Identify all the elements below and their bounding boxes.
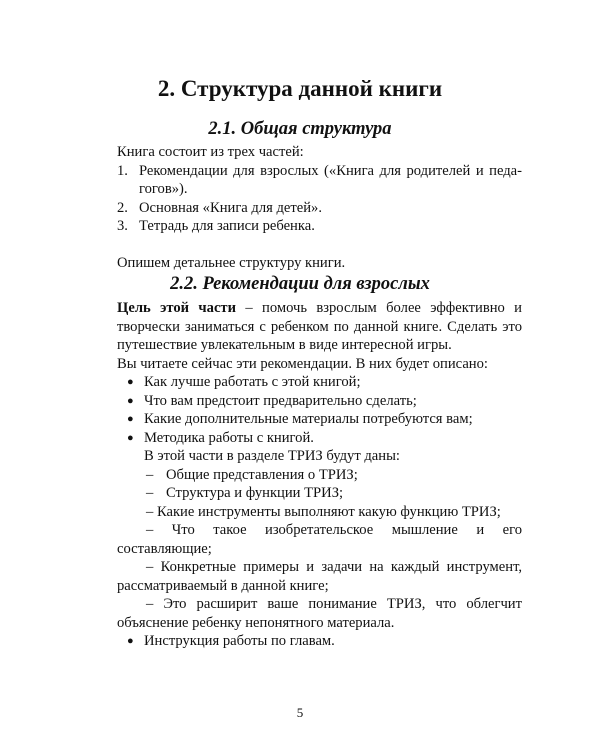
bullet-icon: ●: [127, 394, 134, 407]
dash-item: [117, 466, 522, 485]
section-recommendations-body: [117, 299, 522, 651]
list-number: 2.: [117, 199, 128, 216]
dash-icon: –: [146, 466, 154, 483]
list-number: 1.: [117, 162, 128, 179]
list-item-text: Основная «Книга для детей».: [139, 199, 323, 216]
bullet-text: Какие дополнительные материалы потребуются вам;: [144, 411, 473, 427]
bullet-icon: ●: [127, 635, 134, 647]
dash-text: Структура и функции ТРИЗ;: [166, 485, 344, 501]
page-number: 5: [296, 705, 304, 720]
bullet-icon: ●: [127, 413, 134, 425]
paragraph-goal: [117, 299, 522, 355]
list-item: [117, 162, 522, 199]
bullet-item: [117, 632, 522, 651]
bullet-item: [117, 373, 522, 392]
section-general-structure-body: [117, 143, 522, 273]
bullet-item: [117, 410, 522, 429]
paragraph-reading: Вы читаете сейчас эти рекомендации. В них будет описано:: [117, 355, 488, 372]
triz-intro: В этой части в разделе ТРИЗ будут даны:: [144, 448, 400, 464]
dash-paragraph: – Что такое изобретательское мышление и его составляющие;: [117, 522, 522, 557]
list-item: [117, 217, 522, 236]
list-item: [117, 199, 522, 218]
paragraph-intro: Книга состоит из трех частей:: [117, 144, 304, 160]
goal-label: Цель этой части: [117, 300, 237, 316]
bullet-text: Инструкция работы по главам.: [144, 633, 335, 649]
dash-item: [117, 484, 522, 503]
dash-paragraph: – Это расширит ваше понимание ТРИЗ, что облегчит объяснение ребенку непонятного материала.: [117, 596, 522, 631]
bullet-item: [117, 429, 522, 448]
list-item-text: Тетрадь для записи ребенка.: [139, 218, 315, 234]
paragraph-outro: Опишем детальнее структуру книги.: [117, 255, 346, 271]
bullet-icon: ●: [127, 431, 134, 444]
bullet-text: Как лучше работать с этой книгой;: [144, 374, 361, 390]
list-number: 3.: [117, 218, 128, 234]
bullet-text: Методика работы с книгой.: [144, 429, 314, 446]
bullet-item: [117, 392, 522, 411]
dash-paragraph: – Какие инструменты выполняют какую функцию ТРИЗ;: [146, 503, 501, 520]
dash-icon: –: [146, 485, 154, 501]
chapter-title: 2. Структура данной книги: [157, 76, 443, 101]
bullet-icon: ●: [127, 376, 134, 388]
bullet-text: Что вам предстоит предварительно сделать;: [144, 392, 417, 409]
section-title-general-structure: 2.1. Общая структура: [208, 119, 392, 139]
goal-text: – помочь взрослым более эффективно и творчески заниматься с ребенком по данной книге. Сделать это путешествие увлекательным в виде интересной игры.: [117, 300, 522, 353]
list-item-text: Рекомендации для взрослых («Книга для родителей и педа-гогов»).: [139, 162, 522, 197]
dash-text: Общие представления о ТРИЗ;: [166, 466, 358, 483]
section-title-recommendations: 2.2. Рекомендации для взрослых: [170, 274, 430, 294]
dash-paragraph: – Конкретные примеры и задачи на каждый инструмент, рассматриваемый в данной книге;: [117, 559, 522, 594]
